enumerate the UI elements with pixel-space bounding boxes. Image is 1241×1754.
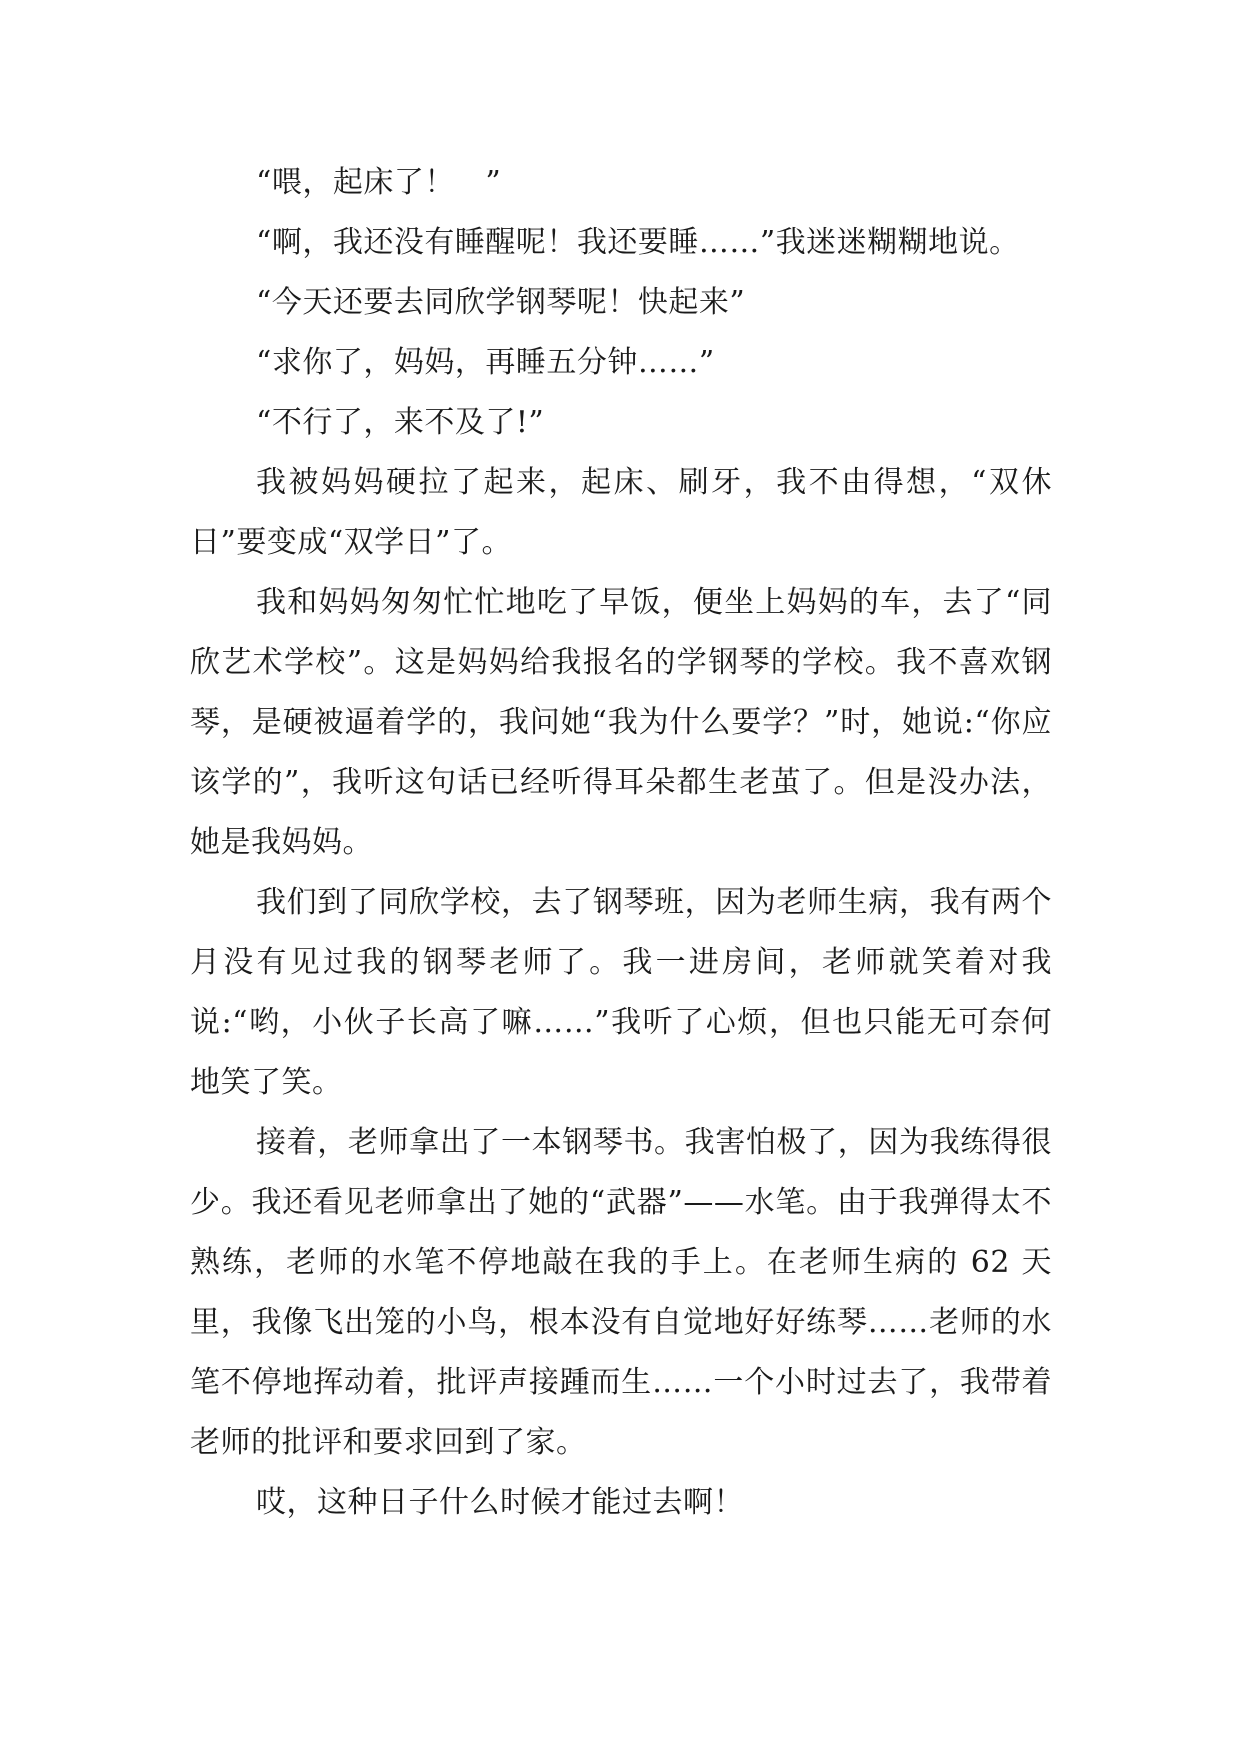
- paragraph-1: “喂，起床了！ ”: [256, 165, 502, 200]
- paragraph-6: 我被妈妈硬拉了起来，起床、刷牙，我不由得想，“双休日”要变成“双学日”了。: [190, 465, 1052, 560]
- paragraph-9: 接着，老师拿出了一本钢琴书。我害怕极了，因为我练得很少。我还看见老师拿出了她的“武器”——水笔。由于我弹得太不熟练，老师的水笔不停地敲在我的手上。在老师生病的 62 天里，我像飞出笼的小鸟，根本没有自觉地好好练琴……老师的水笔不停地挥动着，批评声接踵而生……一个小时过去了，我带着老师的批评和要求回到了家。: [190, 1125, 1052, 1460]
- paragraph-4: “求你了，妈妈，再睡五分钟……”: [256, 345, 715, 380]
- essay-body: [190, 153, 1052, 1533]
- paragraph-7: 我和妈妈匆匆忙忙地吃了早饭，便坐上妈妈的车，去了“同欣艺术学校”。这是妈妈给我报名的学钢琴的学校。我不喜欢钢琴，是硬被逼着学的，我问她“我为什么要学？”时，她说:“你应该学的”，我听这句话已经听得耳朵都生老茧了。但是没办法，她是我妈妈。: [190, 585, 1052, 860]
- paragraph-8: 我们到了同欣学校，去了钢琴班，因为老师生病，我有两个月没有见过我的钢琴老师了。我一进房间，老师就笑着对我说:“哟，小伙子长高了嘛……”我听了心烦，但也只能无可奈何地笑了笑。: [190, 885, 1052, 1100]
- paragraph-5: “不行了，来不及了!”: [256, 405, 545, 440]
- paragraph-3: “今天还要去同欣学钢琴呢！快起来”: [256, 285, 746, 320]
- paragraph-2: “啊，我还没有睡醒呢！我还要睡……”我迷迷糊糊地说。: [256, 225, 1020, 260]
- paragraph-10: 哎，这种日子什么时候才能过去啊！: [256, 1485, 744, 1520]
